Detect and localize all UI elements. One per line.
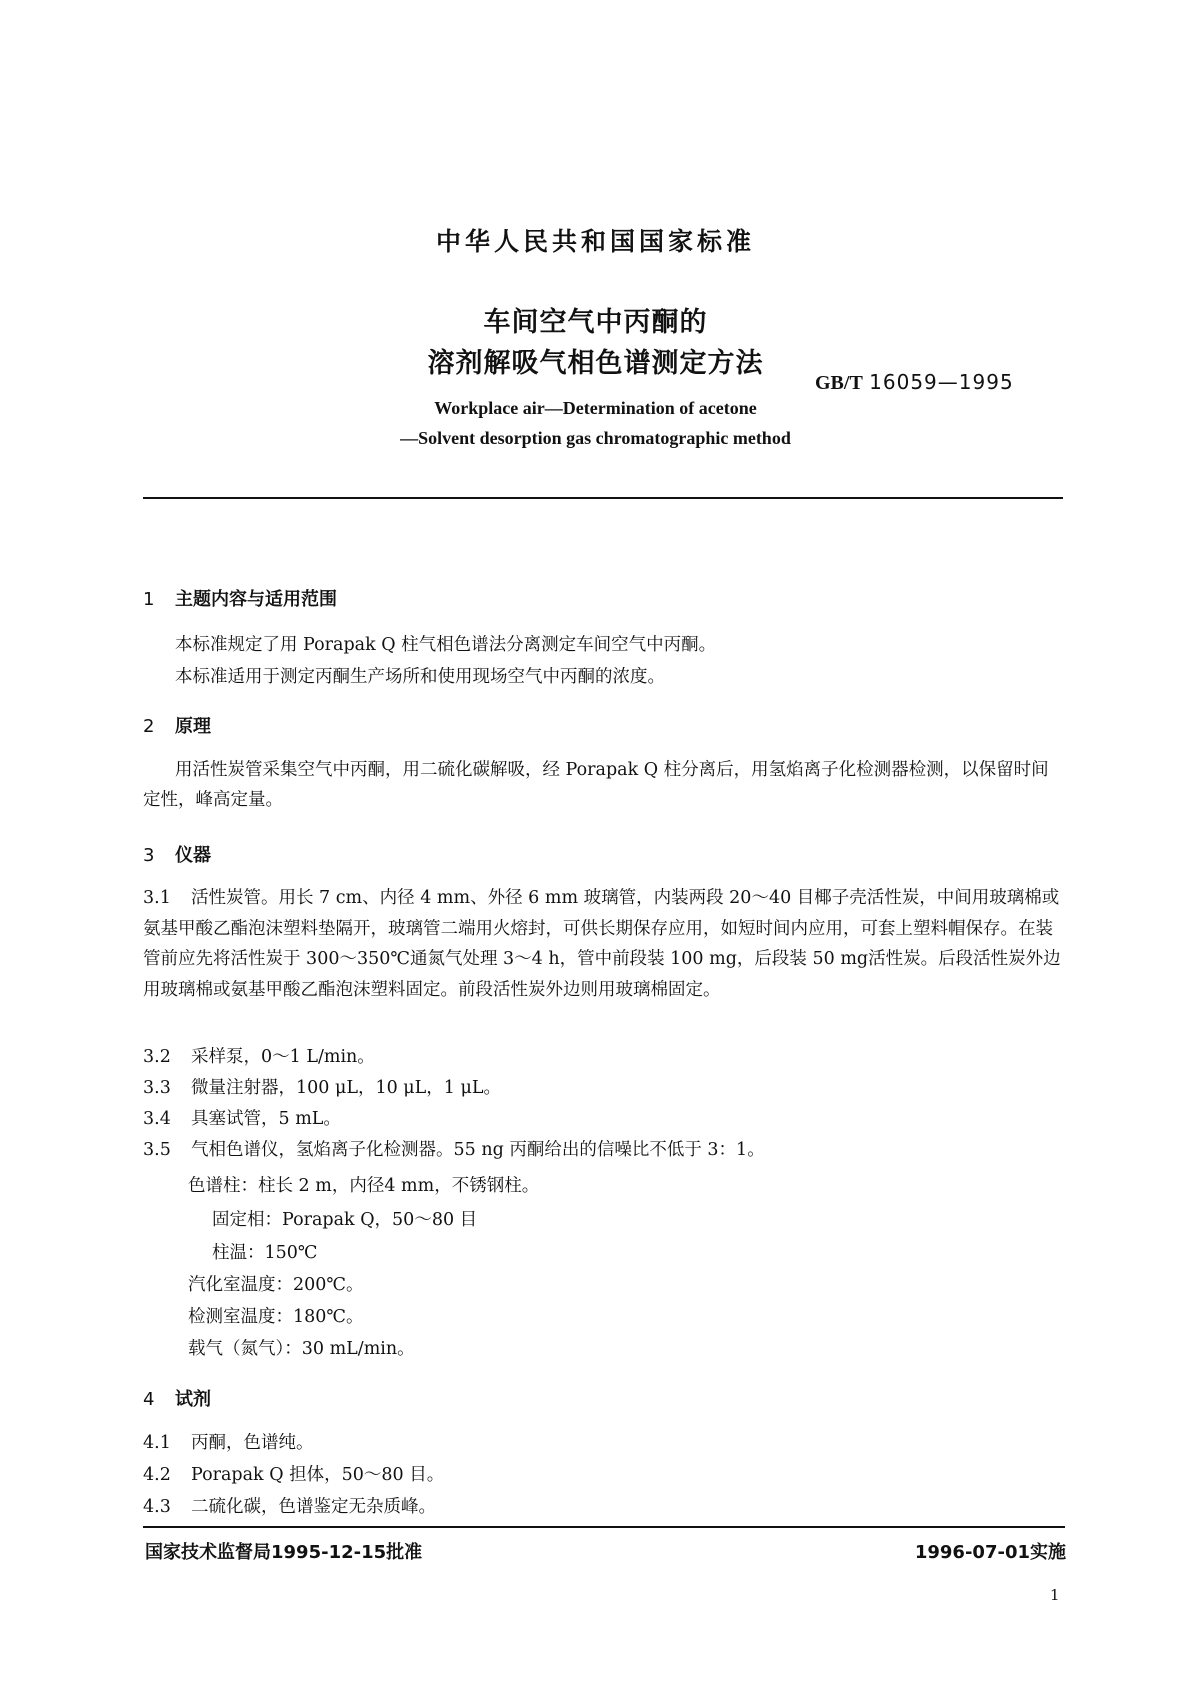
carrier-gas-spec: 载气（氮气）：30 mL/min。 [188,1339,415,1359]
footer-divider [143,1526,1065,1528]
clause-text: 气相色谱仪，氢焰离子化检测器。55 ng 丙酮给出的信噪比不低于 3：1。 [191,1140,765,1160]
clause-4-3 [143,1492,1063,1523]
standard-code-number: 16059—1995 [869,370,1014,394]
clause-number: 3.3 [143,1078,171,1098]
section-2-title [143,712,211,738]
effective-date: 1996-07-01实施 [914,1542,1066,1563]
clause-number: 4.2 [143,1465,171,1485]
document-title-line1: 车间空气中丙酮的 [483,307,708,338]
clause-3-1 [143,883,1063,1005]
clause-number: 3.2 [143,1047,171,1067]
clause-3-2 [143,1042,1063,1073]
english-title-line2: —Solvent desorption gas chromatographic method [400,428,791,448]
clause-4-1 [143,1428,1063,1459]
section-1-paragraph-1: 本标准规定了用 Porapak Q 柱气相色谱法分离测定车间空气中丙酮。 [175,635,717,655]
section-number: 2 [143,716,155,737]
detector-temperature-spec: 检测室温度：180℃。 [188,1307,364,1327]
section-1-title [143,585,337,611]
section-number: 4 [143,1389,155,1410]
section-2-paragraph: 用活性炭管采集空气中丙酮，用二硫化碳解吸，经 Porapak Q 柱分离后，用氢焰离子化检测器检测，以保留时间定性，峰高定量。 [143,760,1049,810]
clause-4-2 [143,1460,1063,1491]
section-title-text: 主题内容与适用范围 [175,589,337,610]
clause-number: 3.4 [143,1109,171,1129]
clause-text: 采样泵，0～1 L/min。 [191,1047,375,1067]
stationary-phase-spec: 固定相：Porapak Q，50～80 目 [212,1210,478,1230]
approval-statement: 国家技术监督局1995-12-15批准 [145,1542,423,1563]
vaporizer-temperature-spec: 汽化室温度：200℃。 [188,1275,364,1295]
clause-3-4 [143,1104,1063,1135]
section-1-paragraph-2: 本标准适用于测定丙酮生产场所和使用现场空气中丙酮的浓度。 [175,667,665,687]
clause-text: 活性炭管。用长 7 cm、内径 4 mm、外径 6 mm 玻璃管，内装两段 20～40 目椰子壳活性炭，中间用玻璃棉或氨基甲酸乙酯泡沫塑料垫隔开，玻璃管二端用火熔封，可供长期保存应用，如短时间内应用，可套上塑料帽保存。在装管前应先将活性炭于 300～350℃通氮气处理 3～4 h，管中前段装 100 mg，后段装 50 mg活性炭。后段活性炭外边用玻璃棉或氨基甲酸乙酯泡沫塑料固定。前段活性炭外边则用玻璃棉固定。 [143,888,1061,1000]
clause-text: 具塞试管，5 mL。 [191,1109,341,1129]
clause-number: 4.3 [143,1497,171,1517]
clause-number: 3.5 [143,1140,171,1160]
document-title-line2: 溶剂解吸气相色谱测定方法 [427,348,764,379]
standard-code [815,370,1014,395]
section-number: 3 [143,845,155,866]
clause-3-5 [143,1135,1063,1166]
clause-text: 丙酮，色谱纯。 [191,1433,314,1453]
section-title-text: 仪器 [175,845,211,866]
standard-code-prefix: GB/T [815,372,863,394]
page-number: 1 [1050,1586,1060,1604]
section-title-text: 试剂 [175,1389,211,1410]
header-divider [143,497,1063,499]
clause-3-3 [143,1073,1063,1104]
column-temperature-spec: 柱温：150℃ [212,1243,318,1263]
clause-text: 二硫化碳，色谱鉴定无杂质峰。 [191,1497,436,1517]
clause-number: 4.1 [143,1433,171,1453]
clause-text: 微量注射器，100 μL，10 μL，1 μL。 [191,1078,501,1098]
clause-text: Porapak Q 担体，50～80 目。 [191,1465,445,1485]
section-title-text: 原理 [175,716,211,737]
column-spec: 色谱柱：柱长 2 m，内径4 mm，不锈钢柱。 [188,1176,540,1196]
clause-number: 3.1 [143,888,171,908]
standard-type-heading: 中华人民共和国国家标准 [435,227,755,256]
section-4-title [143,1385,211,1411]
english-title-line1: Workplace air—Determination of acetone [434,398,757,418]
section-3-title [143,841,211,867]
section-number: 1 [143,589,155,610]
